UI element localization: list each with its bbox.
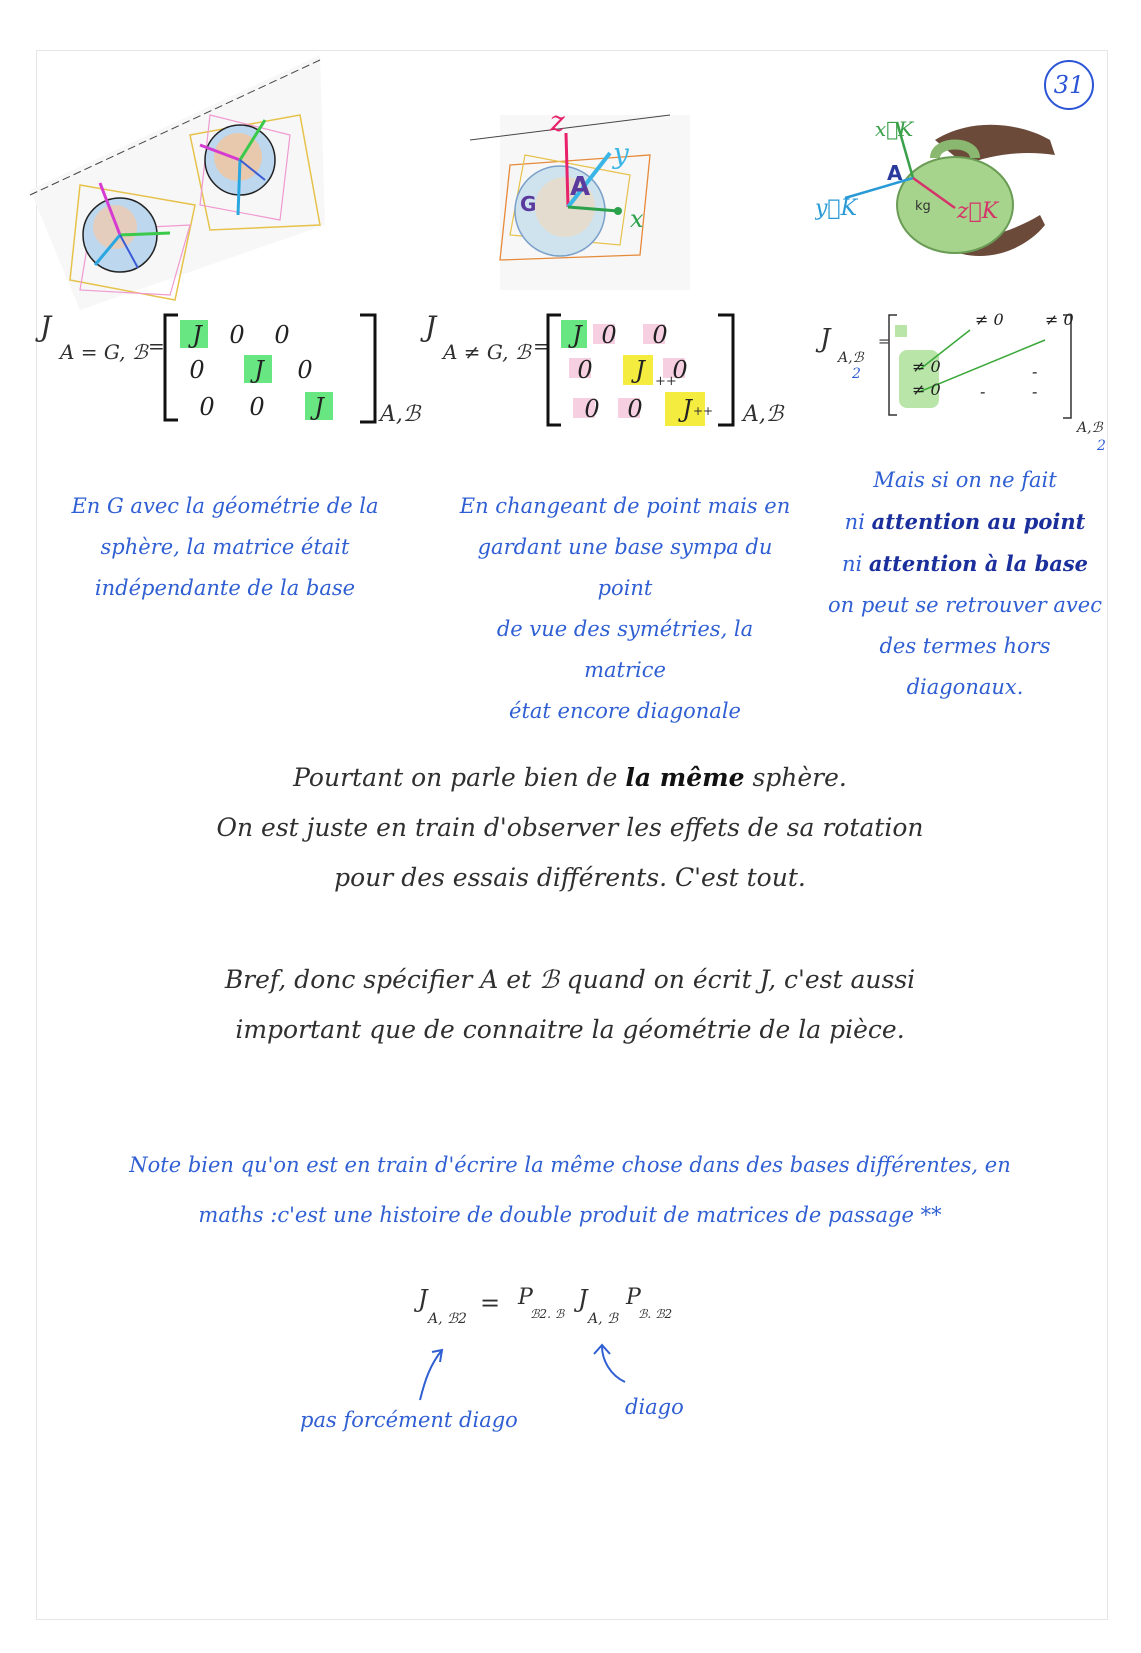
caption-1-line-3: indépendante de la base	[94, 576, 356, 600]
formula-p1: P	[518, 1285, 533, 1310]
point-A-label-3: A	[887, 161, 903, 185]
caption-3-line-4: on peut se retrouver avec	[828, 593, 1102, 617]
label-diagonal: diago	[625, 1395, 684, 1419]
m2-cell-1-0: 0	[577, 356, 593, 384]
formula-p1-sub: ℬ2. ℬ	[530, 1307, 565, 1321]
m3-cell-1-2: -	[1032, 362, 1038, 381]
matrix-1	[40, 310, 421, 440]
body-line-1: Pourtant on parle bien de la même sphère.	[293, 763, 847, 792]
formula-j-sub: A, ℬ	[588, 1311, 619, 1327]
formula-p2-sub: ℬ. ℬ2	[638, 1307, 673, 1321]
body-paragraph-2	[140, 955, 1000, 1055]
figure-spheres-in-G	[20, 55, 340, 315]
caption-2-line-3: de vue des symétries, la matrice	[496, 617, 754, 682]
m3-cell-2-1: -	[980, 382, 986, 401]
matrix-3-basis-sub: 2	[1097, 438, 1106, 454]
m1-cell-0-1: 0	[229, 321, 245, 349]
body-paragraph-1	[140, 753, 1000, 903]
caption-1-line-1: En G avec la géométrie de la	[71, 494, 379, 518]
matrix-3-lhs: J	[820, 324, 831, 354]
formula	[400, 1285, 720, 1345]
body-line-5: important que de connaitre la géométrie de la pièce.	[235, 1015, 905, 1044]
m1-cell-2-1: 0	[249, 393, 265, 421]
matrix-2-plus-mark-1: ++	[655, 374, 677, 389]
matrix-1-lhs: J	[40, 310, 52, 343]
axis-zK-label: z⃗K	[957, 199, 999, 224]
matrix-2-basis: A,ℬ	[743, 402, 784, 427]
matrix-3-lhs-sub2: 2	[852, 366, 861, 382]
m3-cell-0-2: ≠ 0	[1045, 310, 1074, 329]
caption-2-line-2: gardant une base sympa du point	[477, 535, 773, 600]
axis-yK-label: y⃗K	[815, 196, 858, 221]
body-line-3: pour des essais différents. C'est tout.	[334, 863, 806, 892]
matrix-1-basis: A,ℬ	[380, 402, 421, 427]
caption-2-line-4: état encore diagonale	[509, 699, 741, 723]
caption-2	[455, 486, 795, 732]
m1-cell-1-1: J	[254, 356, 264, 384]
page-number: 31	[1044, 60, 1094, 110]
m2-cell-0-2: 0	[652, 321, 668, 349]
m2-cell-0-0: J	[572, 321, 582, 349]
matrix-2	[425, 310, 795, 440]
body-line-4: Bref, donc spécifier A et ℬ quand on écrit J, c'est aussi	[224, 965, 916, 994]
matrix-2-lhs: J	[425, 310, 437, 343]
m2-cell-2-0: 0	[584, 395, 600, 423]
matrix-1-lhs-sub: A = G, ℬ	[60, 340, 148, 364]
matrix-3	[820, 310, 1120, 460]
formula-lhs-sub: A, ℬ2	[428, 1311, 467, 1327]
matrix-3-basis: A,ℬ	[1077, 420, 1103, 436]
figure-sphere-point-A	[470, 95, 690, 295]
m1-cell-1-2: 0	[297, 356, 313, 384]
label-not-diagonal: pas forcément diago	[300, 1408, 518, 1432]
caption-3-line-5: des termes hors diagonaux.	[879, 634, 1051, 699]
m1-cell-2-0: 0	[199, 393, 215, 421]
formula-j: J	[578, 1285, 588, 1313]
point-G-label: G	[520, 192, 537, 216]
matrix-2-lhs-sub: A ≠ G, ℬ	[443, 340, 531, 364]
axis-z-label: z	[550, 105, 565, 138]
formula-eq: =	[480, 1289, 501, 1317]
m2-cell-2-2: J	[682, 395, 692, 423]
point-A-label: A	[570, 172, 591, 202]
body-line-2: On est juste en train d'observer les effets de sa rotation	[216, 813, 924, 842]
caption-2-line-1: En changeant de point mais en	[459, 494, 791, 518]
caption-1	[70, 486, 380, 609]
m3-cell-1-0: ≠ 0	[912, 357, 941, 376]
matrix-1-eq: =	[148, 334, 165, 358]
caption-3-line-2: ni attention au point	[844, 509, 1086, 534]
m3-cell-0-1: ≠ 0	[975, 310, 1004, 329]
m1-cell-2-2: J	[314, 393, 324, 421]
kg-label: kg	[915, 199, 931, 214]
matrix-2-eq: =	[533, 334, 550, 358]
m2-cell-0-1: 0	[601, 321, 617, 349]
note-line-1: Note bien qu'on est en train d'écrire la même chose dans des bases différentes, en	[129, 1153, 1011, 1177]
m2-cell-1-1: J	[635, 356, 645, 384]
m1-cell-0-0: J	[192, 321, 202, 349]
m3-cell-2-2: -	[1032, 382, 1038, 401]
m2-cell-1-2: 0	[672, 356, 688, 384]
axis-xK-label: x⃗K	[875, 117, 914, 141]
formula-lhs: J	[418, 1285, 428, 1313]
caption-3-line-1: Mais si on ne fait	[873, 468, 1057, 492]
matrix-3-eq: =	[878, 334, 890, 350]
note-line-2: maths :c'est une histoire de double produit de matrices de passage **	[198, 1203, 942, 1227]
caption-3	[825, 460, 1105, 708]
axis-x-label: x	[630, 205, 644, 233]
note-paragraph	[100, 1140, 1040, 1240]
matrix-3-lhs-sub: A,ℬ	[838, 350, 864, 366]
formula-p2: P	[626, 1285, 641, 1310]
matrix-2-plus-mark-2: ++	[693, 404, 714, 418]
m1-cell-1-0: 0	[189, 356, 205, 384]
caption-1-line-2: sphère, la matrice était	[100, 535, 350, 559]
formula-arrows	[380, 1340, 640, 1410]
m1-cell-0-2: 0	[274, 321, 290, 349]
m3-cell-2-0: ≠ 0	[912, 380, 941, 399]
figure-kettlebell	[815, 100, 1065, 270]
m2-cell-2-1: 0	[627, 395, 643, 423]
axis-y-label: y	[613, 137, 629, 170]
caption-3-line-3: ni attention à la base	[841, 551, 1089, 576]
